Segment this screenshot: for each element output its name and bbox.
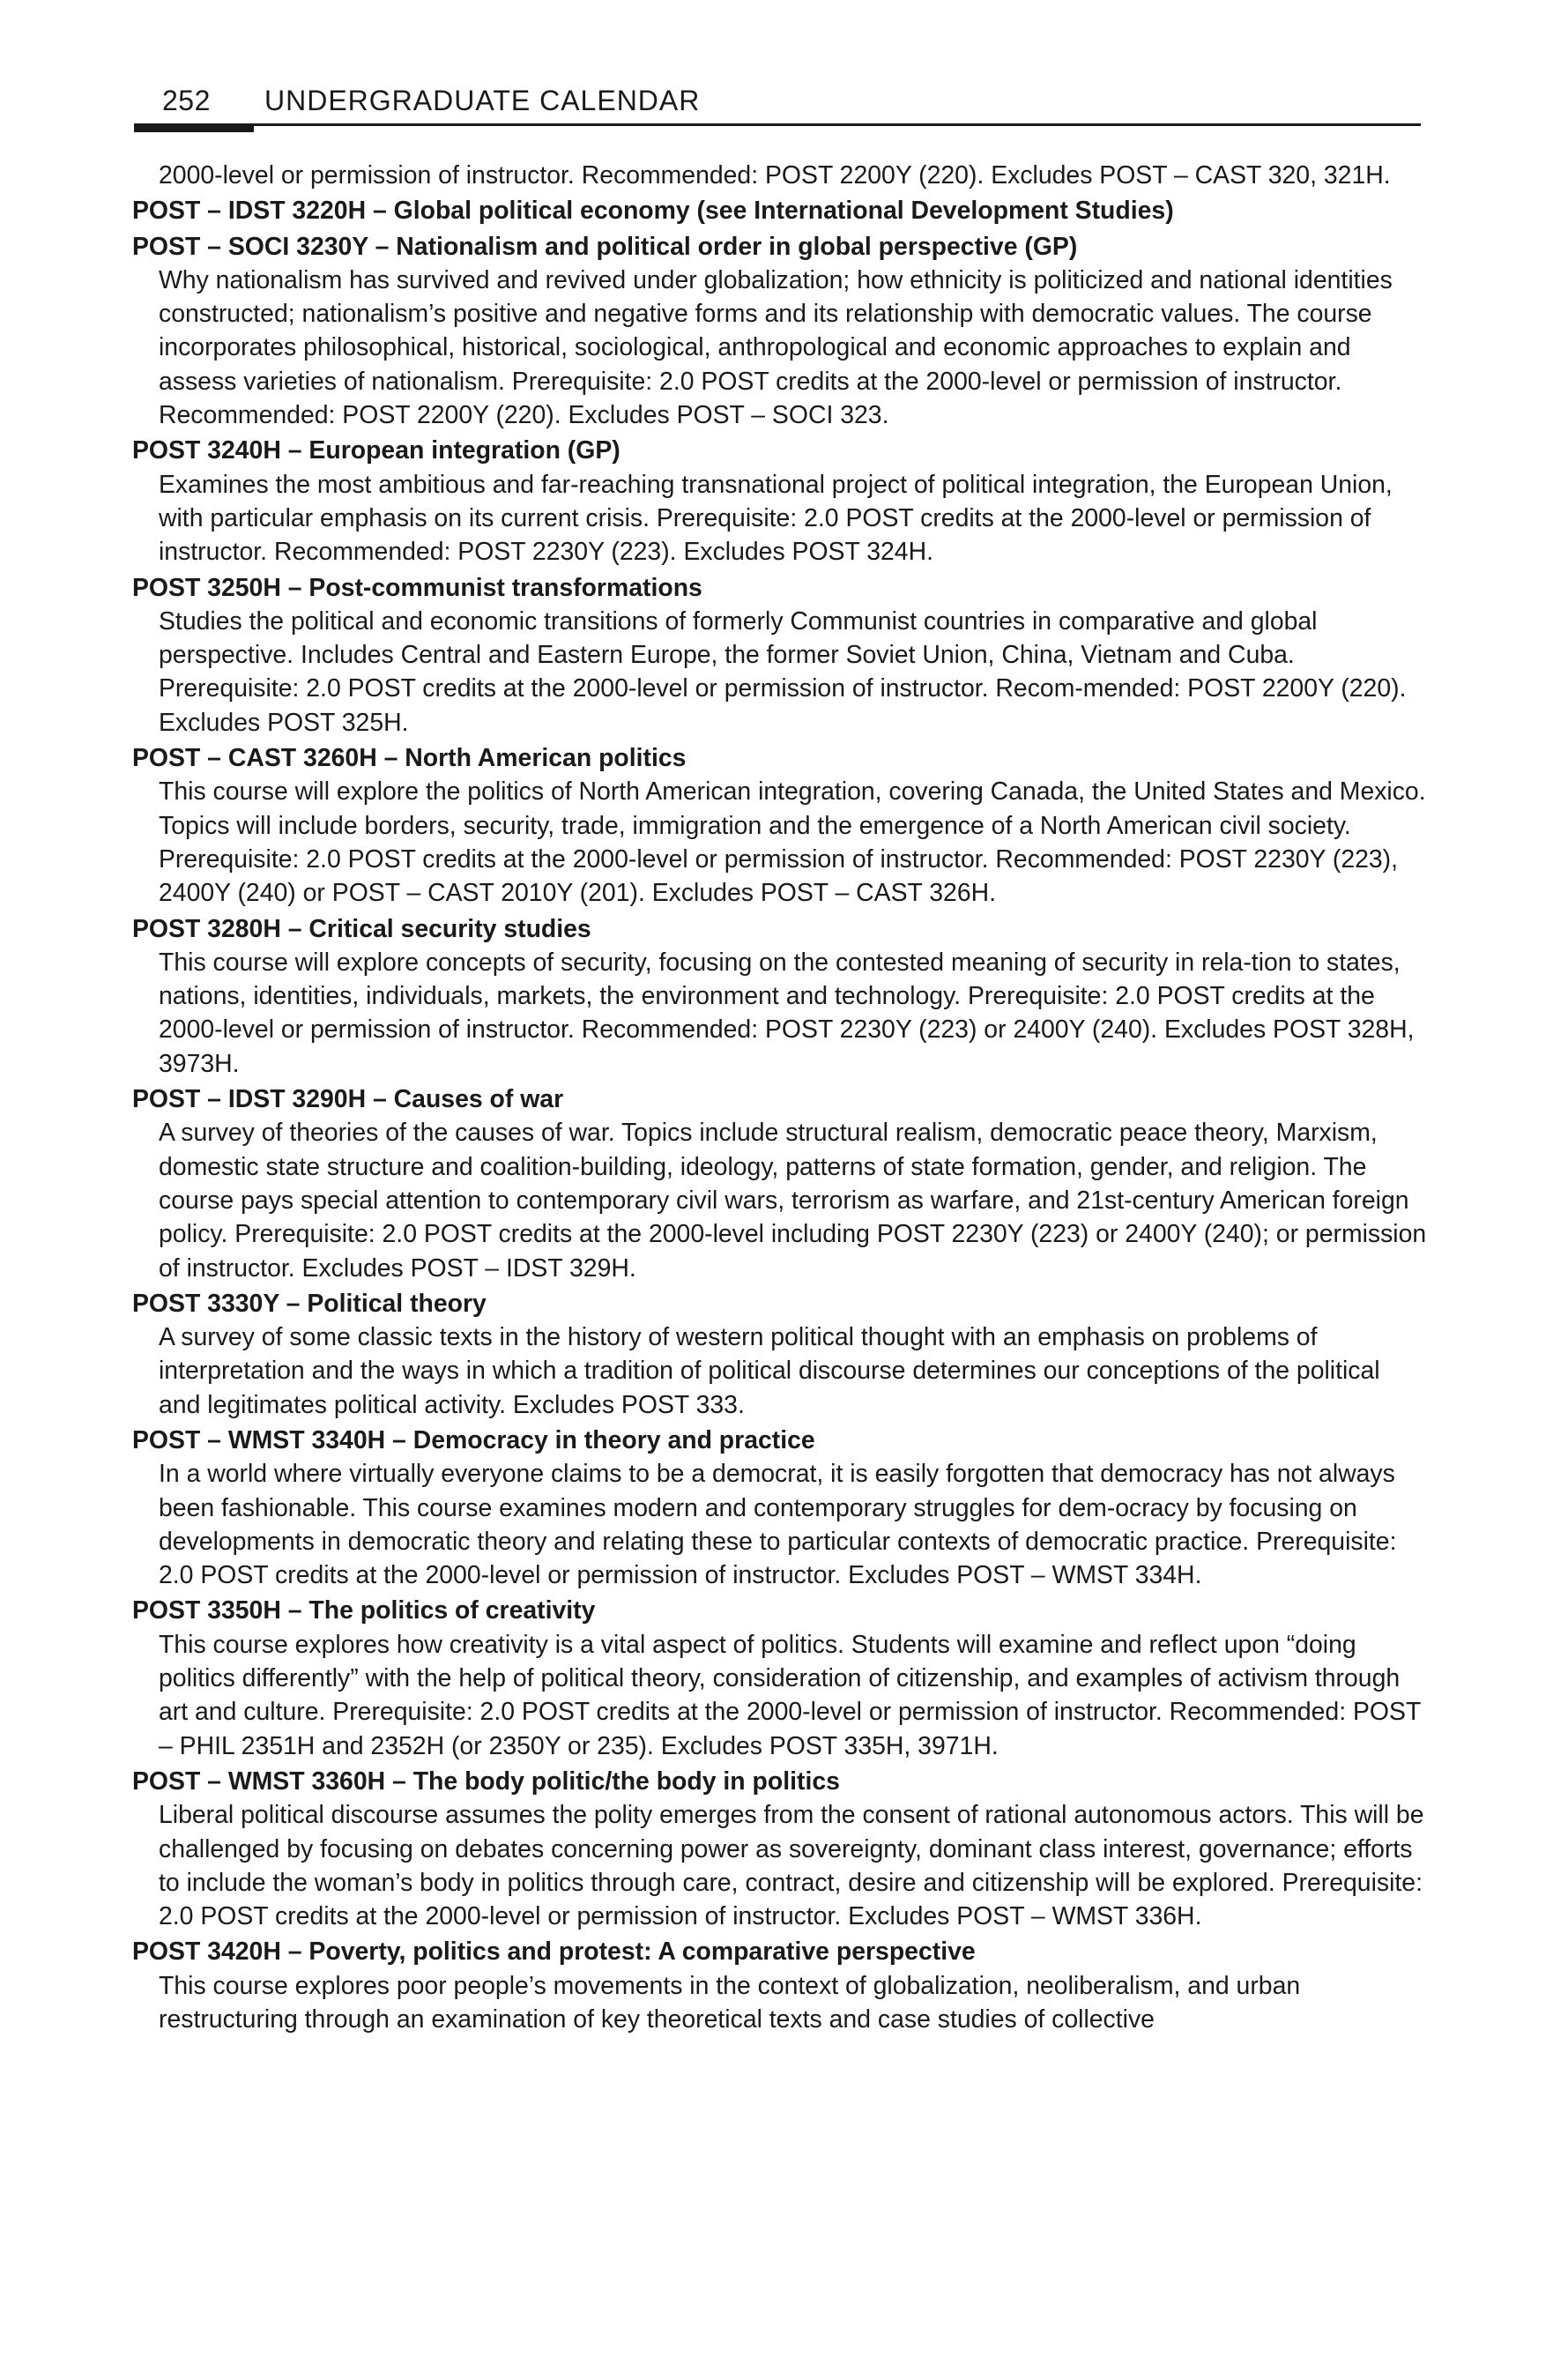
continued-description: 2000-level or permission of instructor. Recommended: POST 2200Y (220). Excludes POST – CAST 320, 321H. [159,161,1391,190]
course-title: POST – CAST 3260H – North American politics [132,744,687,773]
course-entry [132,571,1428,740]
course-title: POST 3350H – The politics of creativity [132,1596,596,1625]
course-title: POST 3280H – Critical security studies [132,914,591,943]
course-description: Why nationalism has survived and revived under globalization; how ethnicity is politicized and national identities constructed; nationalism’s positive and negative forms and its relationship with democratic values. The course incorporates philosophical, historical, sociological, anthropological and economic approaches to explain and assess varieties of nationalism. Prerequisite: 2.0 POST credits at the 2000-level or permission of instructor. Recommended: POST 2200Y (220). Excludes POST – SOCI 323. [159,265,1393,430]
course-entry [132,1935,1428,2036]
course-title: POST – IDST 3220H – Global political economy (see International Development Studies) [132,197,1174,226]
course-entry [132,1765,1428,1933]
course-entry [132,230,1428,433]
course-entry [132,1594,1428,1762]
course-title: POST 3240H – European integration (GP) [132,436,620,465]
course-entry [132,741,1428,910]
course-entry [132,912,1428,1081]
course-title: POST 3420H – Poverty, politics and protest: A comparative perspective [132,1937,976,1967]
course-entry [132,1082,1428,1285]
course-description: Examines the most ambitious and far-reaching transnational project of political integration, the European Union, with particular emphasis on its current crisis. Prerequisite: 2.0 POST credits at the 2000-level or permission of instructor. Recommended: POST 2230Y (223). Excludes POST 324H. [159,470,1393,567]
course-title: POST 3250H – Post-communist transformations [132,573,702,602]
course-title: POST 3330Y – Political theory [132,1289,487,1318]
course-entry [132,1424,1428,1592]
course-entry [132,194,1428,227]
course-title: POST – SOCI 3230Y – Nationalism and political order in global perspective (GP) [132,232,1078,261]
course-title: POST – IDST 3290H – Causes of war [132,1085,564,1114]
course-entry [132,434,1428,569]
course-description: This course will explore concepts of security, focusing on the contested meaning of security in rela-tion to states, nations, identities, individuals, markets, the environment and technology. Prerequisite: 2.0 POST credits at the 2000-level or permission of instructor. Recommended: POST 2230Y (223) or 2400Y (240). Excludes POST 328H, 3973H. [159,948,1415,1078]
course-title: POST – WMST 3340H – Democracy in theory and practice [132,1425,815,1454]
header-tab-bar [134,123,254,132]
course-title: POST – WMST 3360H – The body politic/the body in politics [132,1766,840,1796]
page-header [123,78,1419,130]
course-description: A survey of some classic texts in the history of western political thought with an emphasis on problems of interpretation and the ways in which a tradition of political discourse determines our conceptions of the political and legitimates political activity. Excludes POST 333. [159,1323,1380,1419]
course-description: This course explores poor people’s movements in the context of globalization, neoliberalism, and urban restructuring through an examination of key theoretical texts and case studies of collective [159,1971,1301,2034]
course-description: A survey of theories of the causes of war. Topics include structural realism, democratic peace theory, Marxism, domestic state structure and coalition-building, ideology, patterns of state formation, gender, and religion. The course pays special attention to contemporary civil wars, terrorism as warfare, and 21st-century American foreign policy. Prerequisite: 2.0 POST credits at the 2000-level including POST 2230Y (223) or 2400Y (240); or permission of instructor. Excludes POST – IDST 329H. [159,1119,1427,1283]
header-rule [134,123,1421,126]
running-head: UNDERGRADUATE CALENDAR [264,85,701,116]
course-listing [132,159,1428,2038]
page-number: 252 [162,85,211,116]
course-description: This course will explore the politics of North American integration, covering Canada, the United States and Mexico. Topics will include borders, security, trade, immigration and the emergence of a North American civil society. Prerequisite: 2.0 POST credits at the 2000-level or permission of instructor. Recommended: POST 2230Y (223), 2400Y (240) or POST – CAST 2010Y (201). Excludes POST – CAST 326H. [159,777,1426,908]
course-entry [132,1287,1428,1422]
course-description: Studies the political and economic transitions of formerly Communist countries in comparative and global perspective. Includes Central and Eastern Europe, the former Soviet Union, China, Vietnam and Cuba. Prerequisite: 2.0 POST credits at the 2000-level or permission of instructor. Recom-mended: POST 2200Y (220). Excludes POST 325H. [159,606,1407,737]
course-description: This course explores how creativity is a vital aspect of politics. Students will examine and reflect upon “doing politics differently” with the help of political theory, consideration of citizenship, and examples of activism through art and culture. Prerequisite: 2.0 POST credits at the 2000-level or permission of instructor. Recommended: POST – PHIL 2351H and 2352H (or 2350Y or 235). Excludes POST 335H, 3971H. [159,1630,1421,1760]
course-description: In a world where virtually everyone claims to be a democrat, it is easily forgotten that democracy has not always been fashionable. This course examines modern and contemporary struggles for dem-ocracy by focusing on developments in democratic theory and relating these to particular contexts of democratic practice. Prerequisite: 2.0 POST credits at the 2000-level or permission of instructor. Excludes POST – WMST 334H. [159,1460,1397,1590]
course-description: Liberal political discourse assumes the polity emerges from the consent of rational autonomous actors. This will be challenged by focusing on debates concerning power as sovereignty, dominant class interest, governance; efforts to include the woman’s body in politics through care, contract, desire and citizenship will be explored. Prerequisite: 2.0 POST credits at the 2000-level or permission of instructor. Excludes POST – WMST 336H. [159,1801,1424,1931]
